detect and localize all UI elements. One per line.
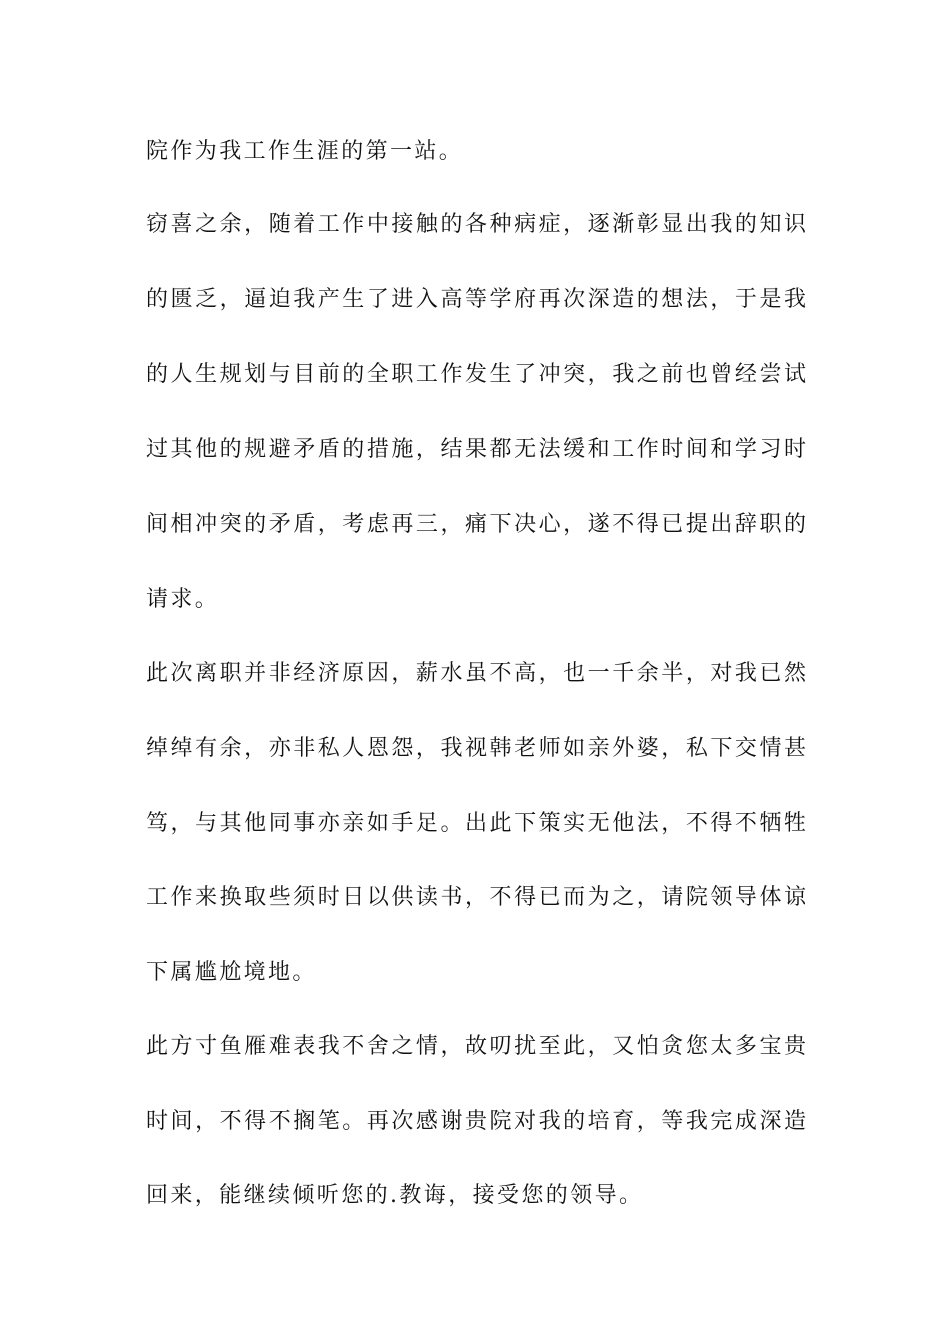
paragraph-line: 间相冲突的矛盾，考虑再三，痛下决心，遂不得已提出辞职的 xyxy=(146,512,806,537)
paragraph-line: 下属尴尬境地。 xyxy=(146,960,317,985)
paragraph-line: 绰绰有余，亦非私人恩怨，我视韩老师如亲外婆，私下交情甚 xyxy=(146,736,806,761)
paragraph-line: 院作为我工作生涯的第一站。 xyxy=(146,139,464,164)
paragraph-line: 窃喜之余，随着工作中接触的各种病症，逐渐彰显出我的知识 xyxy=(146,212,806,237)
paragraph-line: 此次离职并非经济原因，薪水虽不高，也一千余半，对我已然 xyxy=(146,661,806,686)
paragraph-line: 过其他的规避矛盾的措施，结果都无法缓和工作时间和学习时 xyxy=(146,437,806,462)
paragraph-line: 时间，不得不搁笔。再次感谢贵院对我的培育，等我完成深造 xyxy=(146,1109,806,1134)
paragraph-line: 工作来换取些须时日以供读书，不得已而为之，请院领导体谅 xyxy=(146,885,806,910)
paragraph-line: 此方寸鱼雁难表我不舍之情，故叨扰至此，又怕贪您太多宝贵 xyxy=(146,1034,806,1059)
paragraph-line: 的匮乏，逼迫我产生了进入高等学府再次深造的想法，于是我 xyxy=(146,287,806,312)
paragraph-line: 的人生规划与目前的全职工作发生了冲突，我之前也曾经尝试 xyxy=(146,362,806,387)
paragraph-line: 回来，能继续倾听您的.教诲，接受您的领导。 xyxy=(146,1183,644,1208)
paragraph-line: 请求。 xyxy=(146,587,220,612)
paragraph-line: 笃，与其他同事亦亲如手足。出此下策实无他法，不得不牺牲 xyxy=(146,811,806,836)
